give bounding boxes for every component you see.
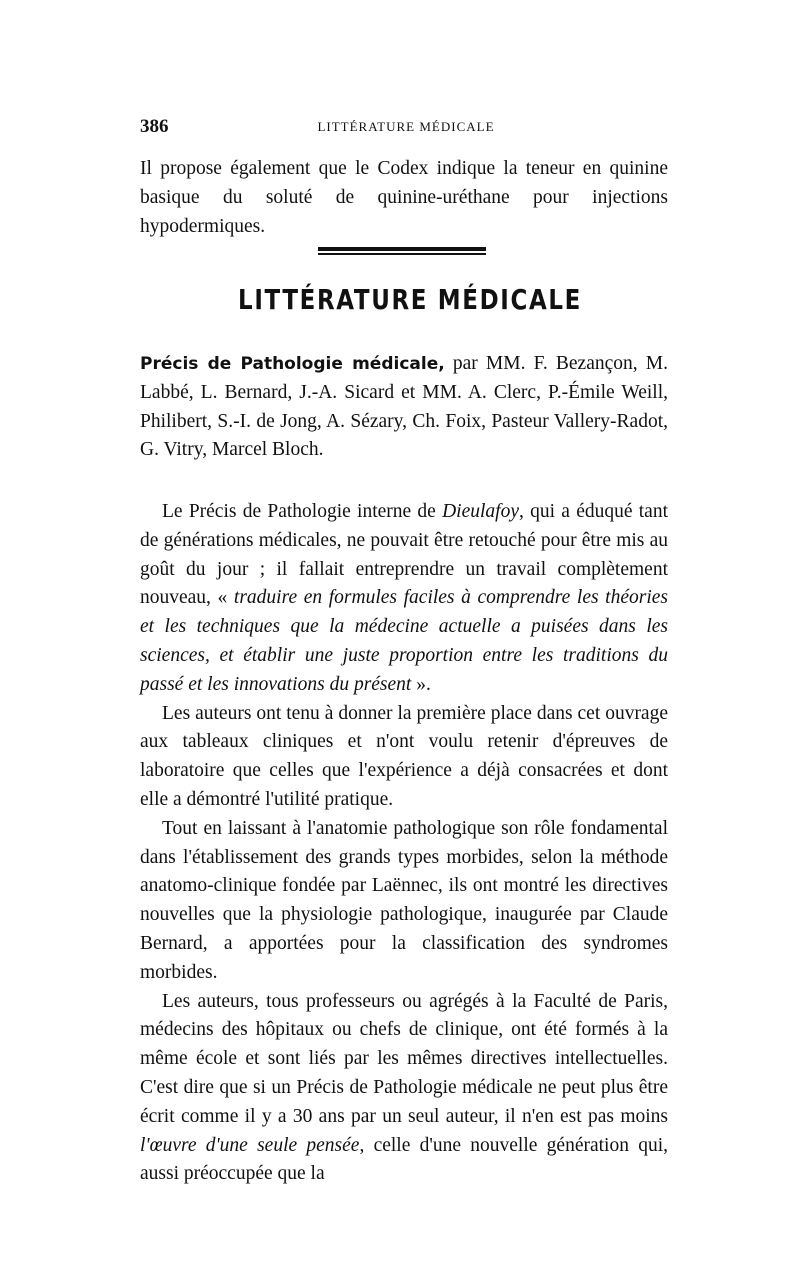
paragraph-1-end: ». xyxy=(411,673,431,695)
intro-paragraph: Il propose également que le Codex indique la teneur en quinine basique du soluté de quinine-uréthane pour injections hypodermiques. xyxy=(140,158,668,237)
paragraph-4 xyxy=(140,988,668,1190)
running-title: LITTÉRATURE MÉDICALE xyxy=(317,119,495,134)
divider-thick-rule xyxy=(318,247,486,251)
book-title: Précis de Pathologie médicale, xyxy=(140,354,445,374)
paragraph-3: Tout en laissant à l'anatomie pathologique son rôle fondamental dans l'établissement des grands types morbides, selon la méthode anatomo-clinique fondée par Laënnec, ils ont montré les directives nouvelles que la physiologie pathologique, inaugurée par Claude Bernard, a apportées pour la classification des syndromes morbides. xyxy=(140,817,668,983)
divider-thin-rule xyxy=(318,253,486,255)
review-body xyxy=(140,498,668,1189)
paragraph-1 xyxy=(140,498,668,700)
paragraph-2: Les auteurs ont tenu à donner la première place dans cet ouvrage aux tableaux cliniques et n'ont voulu retenir d'épreuves de laboratoire que celles que l'expérience a déjà consacrées et dont elle a démontré l'utilité pratique. xyxy=(140,702,668,810)
paragraph-4-italic: l'œuvre d'une seule pensée xyxy=(140,1134,360,1156)
paragraph-1-quote: traduire en formules faciles à comprendre les théories et les techniques que la médecine actuelle a puisées dans les sciences, et établir une juste proportion entre les traditions du passé et les innovations du présent xyxy=(140,587,668,695)
page-number: 386 xyxy=(140,116,169,137)
paragraph-4-end: , celle d'une nouvelle génération qui, aussi préoccupée que la xyxy=(140,1134,669,1185)
running-head xyxy=(140,116,672,138)
paragraph-4-start: Les auteurs, tous professeurs ou agrégés à la Faculté de Paris, médecins des hôpitaux ou chefs de clinique, ont été formés à la même école et sont liés par les mêmes directives intellectuelles. C'est dire que si un Précis de Pathologie médicale ne peut plus être écrit comme il y a 30 ans par un seul auteur, il n'en est pas moins xyxy=(140,990,668,1127)
paragraph-1-author: Dieulafoy xyxy=(442,501,519,522)
book-reference xyxy=(140,350,668,465)
section-divider xyxy=(318,247,486,257)
section-title: LITTÉRATURE MÉDICALE xyxy=(238,283,582,316)
paragraph-1-start: Le Précis de Pathologie interne de xyxy=(162,501,443,522)
book-authors: par MM. F. Bezançon, M. Labbé, L. Bernard, J.-A. Sicard et MM. A. Clerc, P.-Émile Weill, Philibert, S.-I. de Jong, A. Sézary, Ch. Foix, Pasteur Vallery-Radot, G. Vitry, Marcel Bloch. xyxy=(140,353,669,461)
paragraph-1-middle: , qui a éduqué tant de générations médicales, ne pouvait être retouché pour être mis au goût du jour ; il fallait entreprendre un travail complètement nouveau, « xyxy=(140,501,668,609)
